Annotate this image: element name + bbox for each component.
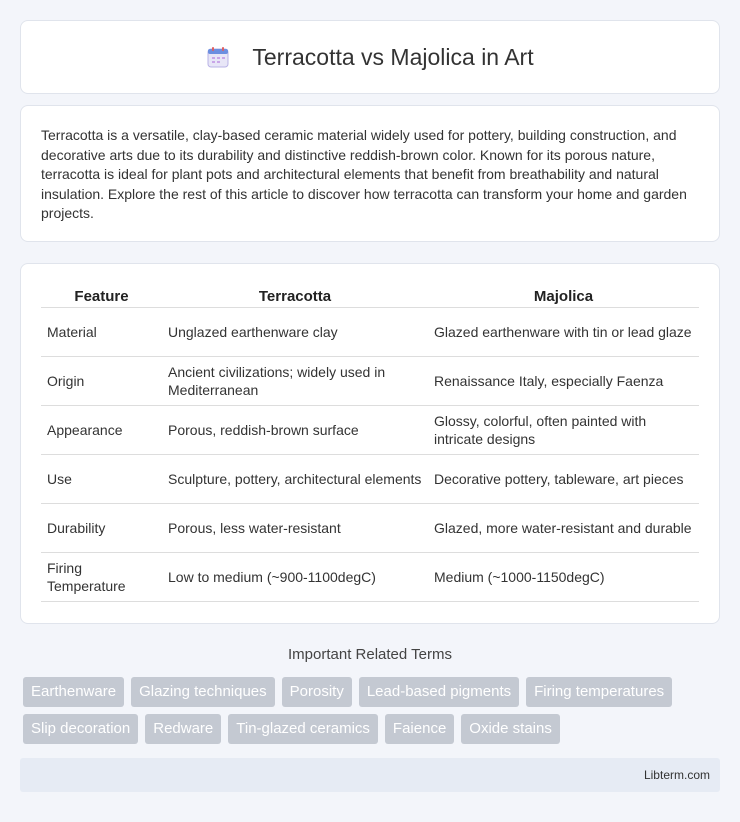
table-cell: Decorative pottery, tableware, art pieces: [428, 455, 699, 504]
table-cell: Origin: [41, 357, 162, 406]
related-term-tag[interactable]: Earthenware: [23, 677, 124, 707]
table-cell: Sculpture, pottery, architectural elements: [162, 455, 428, 504]
footer-site-link[interactable]: Libterm.com: [643, 768, 710, 782]
related-term-tag[interactable]: Slip decoration: [23, 714, 138, 744]
comparison-table: [41, 282, 699, 602]
table-cell: Material: [41, 308, 162, 357]
related-term-tag[interactable]: Redware: [145, 714, 221, 744]
page-title: Terracotta vs Majolica in Art: [252, 43, 534, 70]
related-term-tag[interactable]: Firing temperatures: [526, 677, 672, 707]
table-row: [41, 455, 699, 504]
column-header: Majolica: [428, 282, 699, 308]
intro-card: [20, 105, 720, 242]
column-header: Terracotta: [162, 282, 428, 308]
table-cell: Use: [41, 455, 162, 504]
table-cell: Porous, reddish-brown surface: [162, 406, 428, 455]
comparison-card: [20, 263, 720, 624]
related-term-tag[interactable]: Glazing techniques: [131, 677, 275, 707]
related-term-tag[interactable]: Tin-glazed ceramics: [228, 714, 378, 744]
related-term-tag[interactable]: Porosity: [282, 677, 352, 707]
table-cell: Appearance: [41, 406, 162, 455]
related-term-tag[interactable]: Oxide stains: [461, 714, 560, 744]
table-cell: Unglazed earthenware clay: [162, 308, 428, 357]
related-terms-list: [23, 677, 723, 744]
table-cell: Ancient civilizations; widely used in Mediterranean: [162, 357, 428, 406]
table-header-row: [41, 282, 699, 308]
table-cell: Medium (~1000-1150degC): [428, 553, 699, 602]
header-card: [20, 20, 720, 94]
table-row: [41, 357, 699, 406]
table-cell: Glossy, colorful, often painted with intricate designs: [428, 406, 699, 455]
related-term-tag[interactable]: Lead-based pigments: [359, 677, 519, 707]
column-header: Feature: [41, 282, 162, 308]
title-wrap: [206, 44, 533, 71]
table-cell: Glazed, more water-resistant and durable: [428, 504, 699, 553]
table-cell: Glazed earthenware with tin or lead glaze: [428, 308, 699, 357]
intro-paragraph: Terracotta is a versatile, clay-based ceramic material widely used for pottery, building construction, and decorative arts due to its durability and distinctive reddish-brown color. Known for its porous nature, terracotta is ideal for plant pots and architectural elements that benefit from breathability and natural insulation. Explore the rest of this article to discover how terracotta can transform your home and garden projects.: [41, 127, 687, 221]
table-row: [41, 308, 699, 357]
table-row: [41, 406, 699, 455]
table-cell: Low to medium (~900-1100degC): [162, 553, 428, 602]
related-terms-heading: Important Related Terms: [288, 646, 452, 663]
table-row: [41, 504, 699, 553]
table-cell: Durability: [41, 504, 162, 553]
table-cell: Firing Temperature: [41, 553, 162, 602]
table-cell: Porous, less water-resistant: [162, 504, 428, 553]
calendar-icon: [206, 45, 230, 69]
table-row: [41, 553, 699, 602]
table-cell: Renaissance Italy, especially Faenza: [428, 357, 699, 406]
related-term-tag[interactable]: Faience: [385, 714, 454, 744]
footer: [20, 758, 720, 792]
